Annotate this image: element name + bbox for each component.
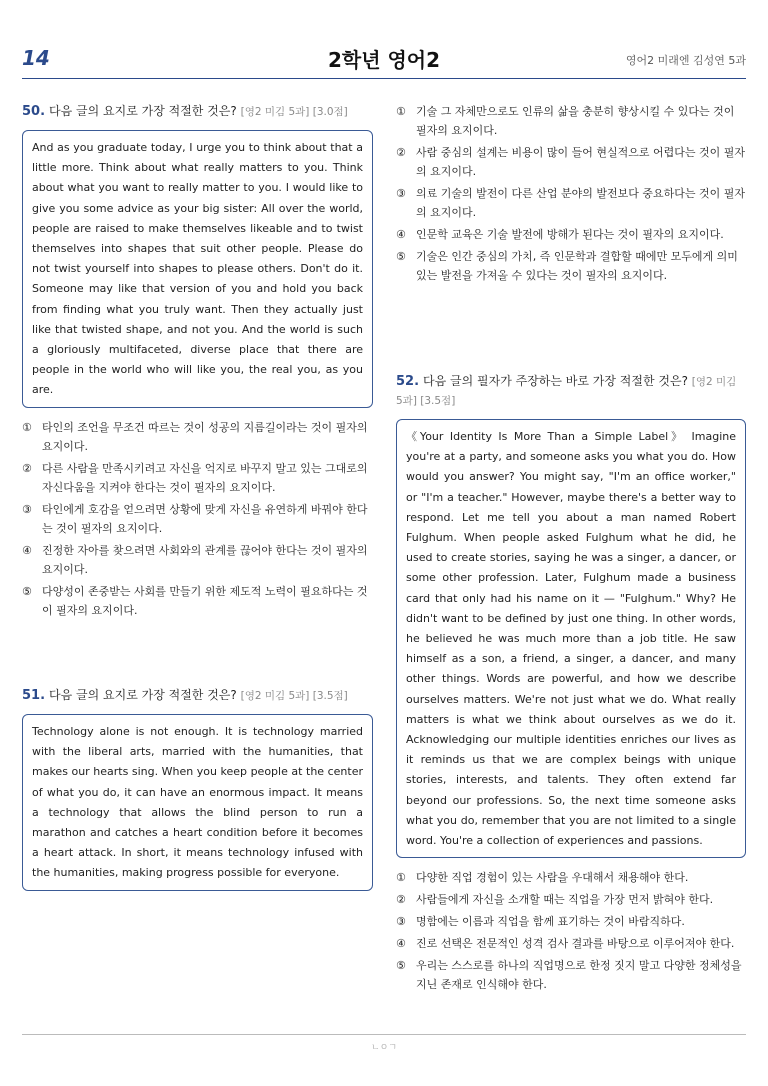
choice-item[interactable]	[396, 890, 746, 909]
choice-text: 기술은 인간 중심의 가치, 즉 인문학과 결합할 때에만 모두에게 의미 있는 발전을 가져올 수 있다는 것이 필자의 요지이다.	[416, 250, 738, 282]
question-52-choices	[396, 868, 746, 994]
choice-text: 다른 사람을 만족시키려고 자신을 억지로 바꾸지 말고 있는 그대로의 자신다움을 지켜야 한다는 것이 필자의 요지이다.	[42, 461, 368, 494]
question-51-prompt: 다음 글의 요지로 가장 적절한 것은?	[49, 688, 237, 702]
question-51-choices-block	[396, 102, 746, 288]
choice-text: 인문학 교육은 기술 발전에 방해가 된다는 것이 필자의 요지이다.	[416, 228, 724, 241]
choice-number: ②	[22, 461, 32, 475]
choice-number: ④	[396, 228, 406, 241]
header-divider	[22, 78, 746, 79]
footer-mark: ㄴㅇㄱ	[370, 1043, 398, 1053]
choice-item[interactable]	[22, 582, 373, 620]
page-subtitle: 영어2 미래엔 김성연 5과	[625, 54, 746, 67]
question-50-passage: And as you graduate today, I urge you to think about that a little more. Think about what really matters to you. Think about what you want to really matter to you. I would like to give you some advice as your big sister: All over the world, people are raised to make themselves likeable and to twist themselves into shapes that suit other people. Please do not twist yourself into shapes to please others. Don't do it. Someone may like that version of you and hold you back from finding what you truly want. Then they actually just like that twisted shape, and not you. And the world is such a gloriously multifaceted, diverse place that there are people in the world who will like you, the real you, as you are.	[22, 130, 373, 408]
question-52-passage: 《Your Identity Is More Than a Simple Label》 Imagine you're at a party, and someone asks you what you do. How would you answer? You might say, "I'm an office worker," or "I'm a teacher." However, maybe there's a better way to respond. Let me tell you about a man named Robert Fulghum. When people asked Fulghum what he did, he used to create stories, saying he was a singer, a dancer, or some other profession. Later, Fulghum made a business card that only had his name on it — "Fulghum." Why? He didn't want to be defined by just one thing. In other words, he believed he was much more than a job title. He saw himself as a son, a friend, a singer, a dancer, and many other things. Words are powerful, and how we describe ourselves matters. We're not just what we do. What really matters is what we think about ourselves as we do it. Acknowledging our multiple identities enriches our lives as it reminds us that we are complex beings with unique stories, interests, and talents. They often extend far beyond our professions. So, the next time someone asks what you do, remember that you are not limited to a single word. You're a collection of experiences and passions.	[396, 419, 746, 858]
choice-text: 의료 기술의 발전이 다른 산업 분야의 발전보다 중요하다는 것이 필자의 요지이다.	[416, 187, 745, 219]
choice-item[interactable]	[396, 912, 746, 931]
choice-item[interactable]	[396, 956, 746, 994]
choice-text: 진로 선택은 전문적인 성격 검사 결과를 바탕으로 이루어져야 한다.	[416, 937, 735, 951]
choice-item[interactable]	[22, 541, 373, 579]
question-52-title	[396, 372, 746, 410]
choice-number: ④	[396, 937, 406, 951]
choice-text: 다양성이 존중받는 사회를 만들기 위한 제도적 노력이 필요하다는 것이 필자의 요지이다.	[42, 584, 368, 617]
page-header	[22, 44, 746, 74]
choice-number: ⑤	[396, 250, 406, 263]
choice-number: ①	[396, 871, 406, 885]
choice-text: 기술 그 자체만으로도 인류의 삶을 충분히 향상시킬 수 있다는 것이 필자의 요지이다.	[416, 105, 735, 137]
choice-text: 우리는 스스로를 하나의 직업명으로 한정 짓지 말고 다양한 정체성을 지닌 존재로 인식해야 한다.	[416, 959, 742, 992]
choice-number: ⑤	[396, 959, 406, 973]
choice-text: 타인의 조언을 무조건 따르는 것이 성공의 지름길이라는 것이 필자의 요지이다.	[42, 420, 368, 453]
choice-item[interactable]	[22, 500, 373, 538]
choice-item[interactable]	[396, 184, 746, 222]
question-50	[22, 102, 373, 623]
page-number: 14	[22, 46, 50, 70]
choice-item[interactable]	[396, 143, 746, 181]
choice-number: ⑤	[22, 584, 32, 598]
page-title: 2학년 영어2	[327, 48, 441, 72]
choice-number: ④	[22, 543, 32, 557]
choice-number: ③	[396, 187, 406, 200]
choice-number: ③	[22, 502, 32, 516]
choice-text: 사람들에게 자신을 소개할 때는 직업을 가장 먼저 밝혀야 한다.	[416, 893, 714, 907]
question-52	[396, 372, 746, 997]
question-51-title	[22, 686, 373, 705]
question-51	[22, 686, 373, 891]
choice-item[interactable]	[396, 225, 746, 244]
question-50-title	[22, 102, 373, 121]
question-51-choices	[396, 102, 746, 285]
question-50-number: 50.	[22, 104, 46, 119]
question-52-meta: [영2 미김 5과] [3.5점]	[396, 376, 737, 407]
question-50-meta: [영2 미김 5과] [3.0점]	[240, 106, 348, 118]
choice-text: 사람 중심의 설계는 비용이 많이 들어 현실적으로 어렵다는 것이 필자의 요지이다.	[416, 146, 745, 178]
question-50-prompt: 다음 글의 요지로 가장 적절한 것은?	[49, 104, 237, 118]
choice-item[interactable]	[396, 102, 746, 140]
question-50-choices	[22, 418, 373, 620]
question-52-prompt: 다음 글의 필자가 주장하는 바로 가장 적절한 것은?	[423, 374, 688, 388]
choice-item[interactable]	[22, 459, 373, 497]
choice-number: ①	[22, 420, 32, 434]
choice-item[interactable]	[396, 934, 746, 953]
choice-text: 명함에는 이름과 직업을 함께 표기하는 것이 바람직하다.	[416, 915, 685, 929]
choice-item[interactable]	[396, 868, 746, 887]
choice-item[interactable]	[22, 418, 373, 456]
choice-text: 진정한 자아를 찾으려면 사회와의 관계를 끊어야 한다는 것이 필자의 요지이다.	[42, 543, 368, 576]
choice-item[interactable]	[396, 247, 746, 285]
choice-number: ③	[396, 915, 406, 929]
question-51-passage: Technology alone is not enough. It is technology married with the liberal arts, married with the humanities, that makes our hearts sing. When you keep people at the center of what you do, it can have an enormous impact. It means a technology that allows the blind person to run a marathon and catches a heart condition before it becomes a heart attack. In short, it means technology infused with the humanities, making progress possible for everyone.	[22, 714, 373, 891]
choice-text: 타인에게 호감을 얻으려면 상황에 맞게 자신을 유연하게 바꿔야 한다는 것이 필자의 요지이다.	[42, 502, 368, 535]
choice-text: 다양한 직업 경험이 있는 사람을 우대해서 채용해야 한다.	[416, 871, 689, 885]
question-51-number: 51.	[22, 688, 46, 703]
choice-number: ①	[396, 105, 406, 118]
choice-number: ②	[396, 893, 406, 907]
choice-number: ②	[396, 146, 406, 159]
question-52-number: 52.	[396, 374, 420, 389]
footer-divider	[22, 1034, 746, 1035]
question-51-meta: [영2 미김 5과] [3.5점]	[240, 690, 348, 702]
